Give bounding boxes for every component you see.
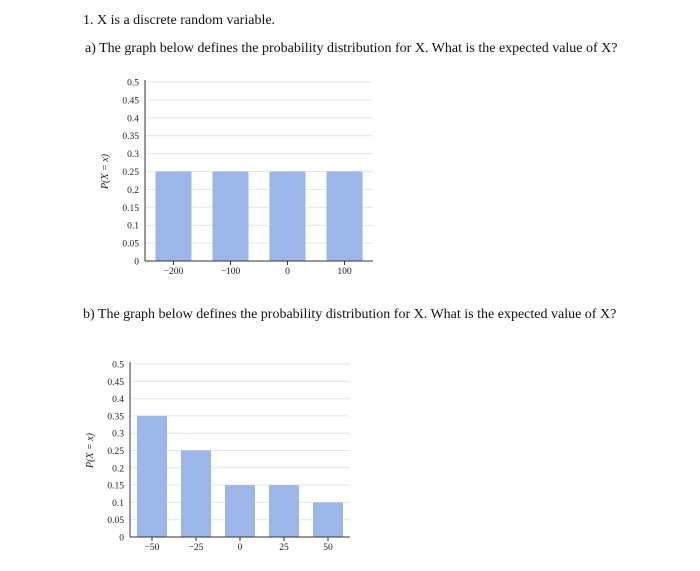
y-axis-label: P(X = x) bbox=[85, 432, 96, 469]
question-part-b: b) The graph below defines the probability distribution for X. What is the expected value of X? bbox=[83, 307, 617, 322]
y-tick-label: 0.3 bbox=[112, 429, 124, 440]
y-tick-label: 0.05 bbox=[122, 239, 139, 250]
bar--50 bbox=[137, 416, 167, 537]
y-tick-label: 0 bbox=[134, 257, 139, 268]
x-tick-label: 50 bbox=[323, 543, 333, 553]
y-tick-label: 0.25 bbox=[107, 447, 124, 457]
question-title: 1. X is a discrete random variable. bbox=[83, 13, 276, 28]
bar-100 bbox=[327, 172, 363, 262]
y-tick-label: 0.3 bbox=[127, 150, 139, 161]
y-tick-label: 0.4 bbox=[112, 395, 124, 406]
y-tick-label: 0.5 bbox=[112, 360, 124, 371]
y-tick-label: 0.25 bbox=[122, 168, 139, 178]
question-part-a: a) The graph below defines the probability distribution for X. What is the expected value of X? bbox=[85, 41, 618, 56]
x-tick-label: −200 bbox=[163, 267, 184, 277]
y-tick-label: 0.15 bbox=[122, 203, 139, 214]
y-tick-label: 0.45 bbox=[122, 96, 139, 107]
bar-0 bbox=[225, 485, 255, 537]
bar--25 bbox=[181, 451, 211, 538]
y-tick-label: 0.5 bbox=[127, 78, 139, 89]
x-tick-label: 0 bbox=[285, 267, 290, 277]
y-tick-label: 0.2 bbox=[112, 464, 124, 475]
y-tick-label: 0 bbox=[119, 533, 124, 544]
y-tick-label: 0.15 bbox=[107, 481, 124, 492]
bar-50 bbox=[313, 502, 343, 537]
y-tick-label: 0.1 bbox=[127, 221, 139, 232]
x-tick-label: 25 bbox=[279, 543, 289, 553]
y-axis-label: P(X = x) bbox=[100, 153, 111, 190]
x-tick-label: −25 bbox=[188, 543, 204, 553]
y-tick-label: 0.35 bbox=[107, 412, 124, 423]
y-tick-label: 0.2 bbox=[127, 185, 139, 196]
y-tick-label: 0.45 bbox=[107, 377, 124, 388]
bar-0 bbox=[270, 172, 306, 262]
y-tick-label: 0.4 bbox=[127, 114, 139, 125]
y-tick-label: 0.05 bbox=[107, 516, 124, 527]
y-tick-label: 0.35 bbox=[122, 132, 139, 143]
bar--200 bbox=[156, 172, 192, 262]
x-tick-label: −100 bbox=[220, 267, 241, 277]
x-tick-label: 0 bbox=[237, 543, 243, 553]
x-tick-label: −50 bbox=[144, 543, 160, 553]
bar-25 bbox=[269, 485, 299, 537]
bar--100 bbox=[213, 172, 249, 262]
y-tick-label: 0.1 bbox=[112, 498, 124, 509]
x-tick-label: 100 bbox=[337, 267, 352, 277]
